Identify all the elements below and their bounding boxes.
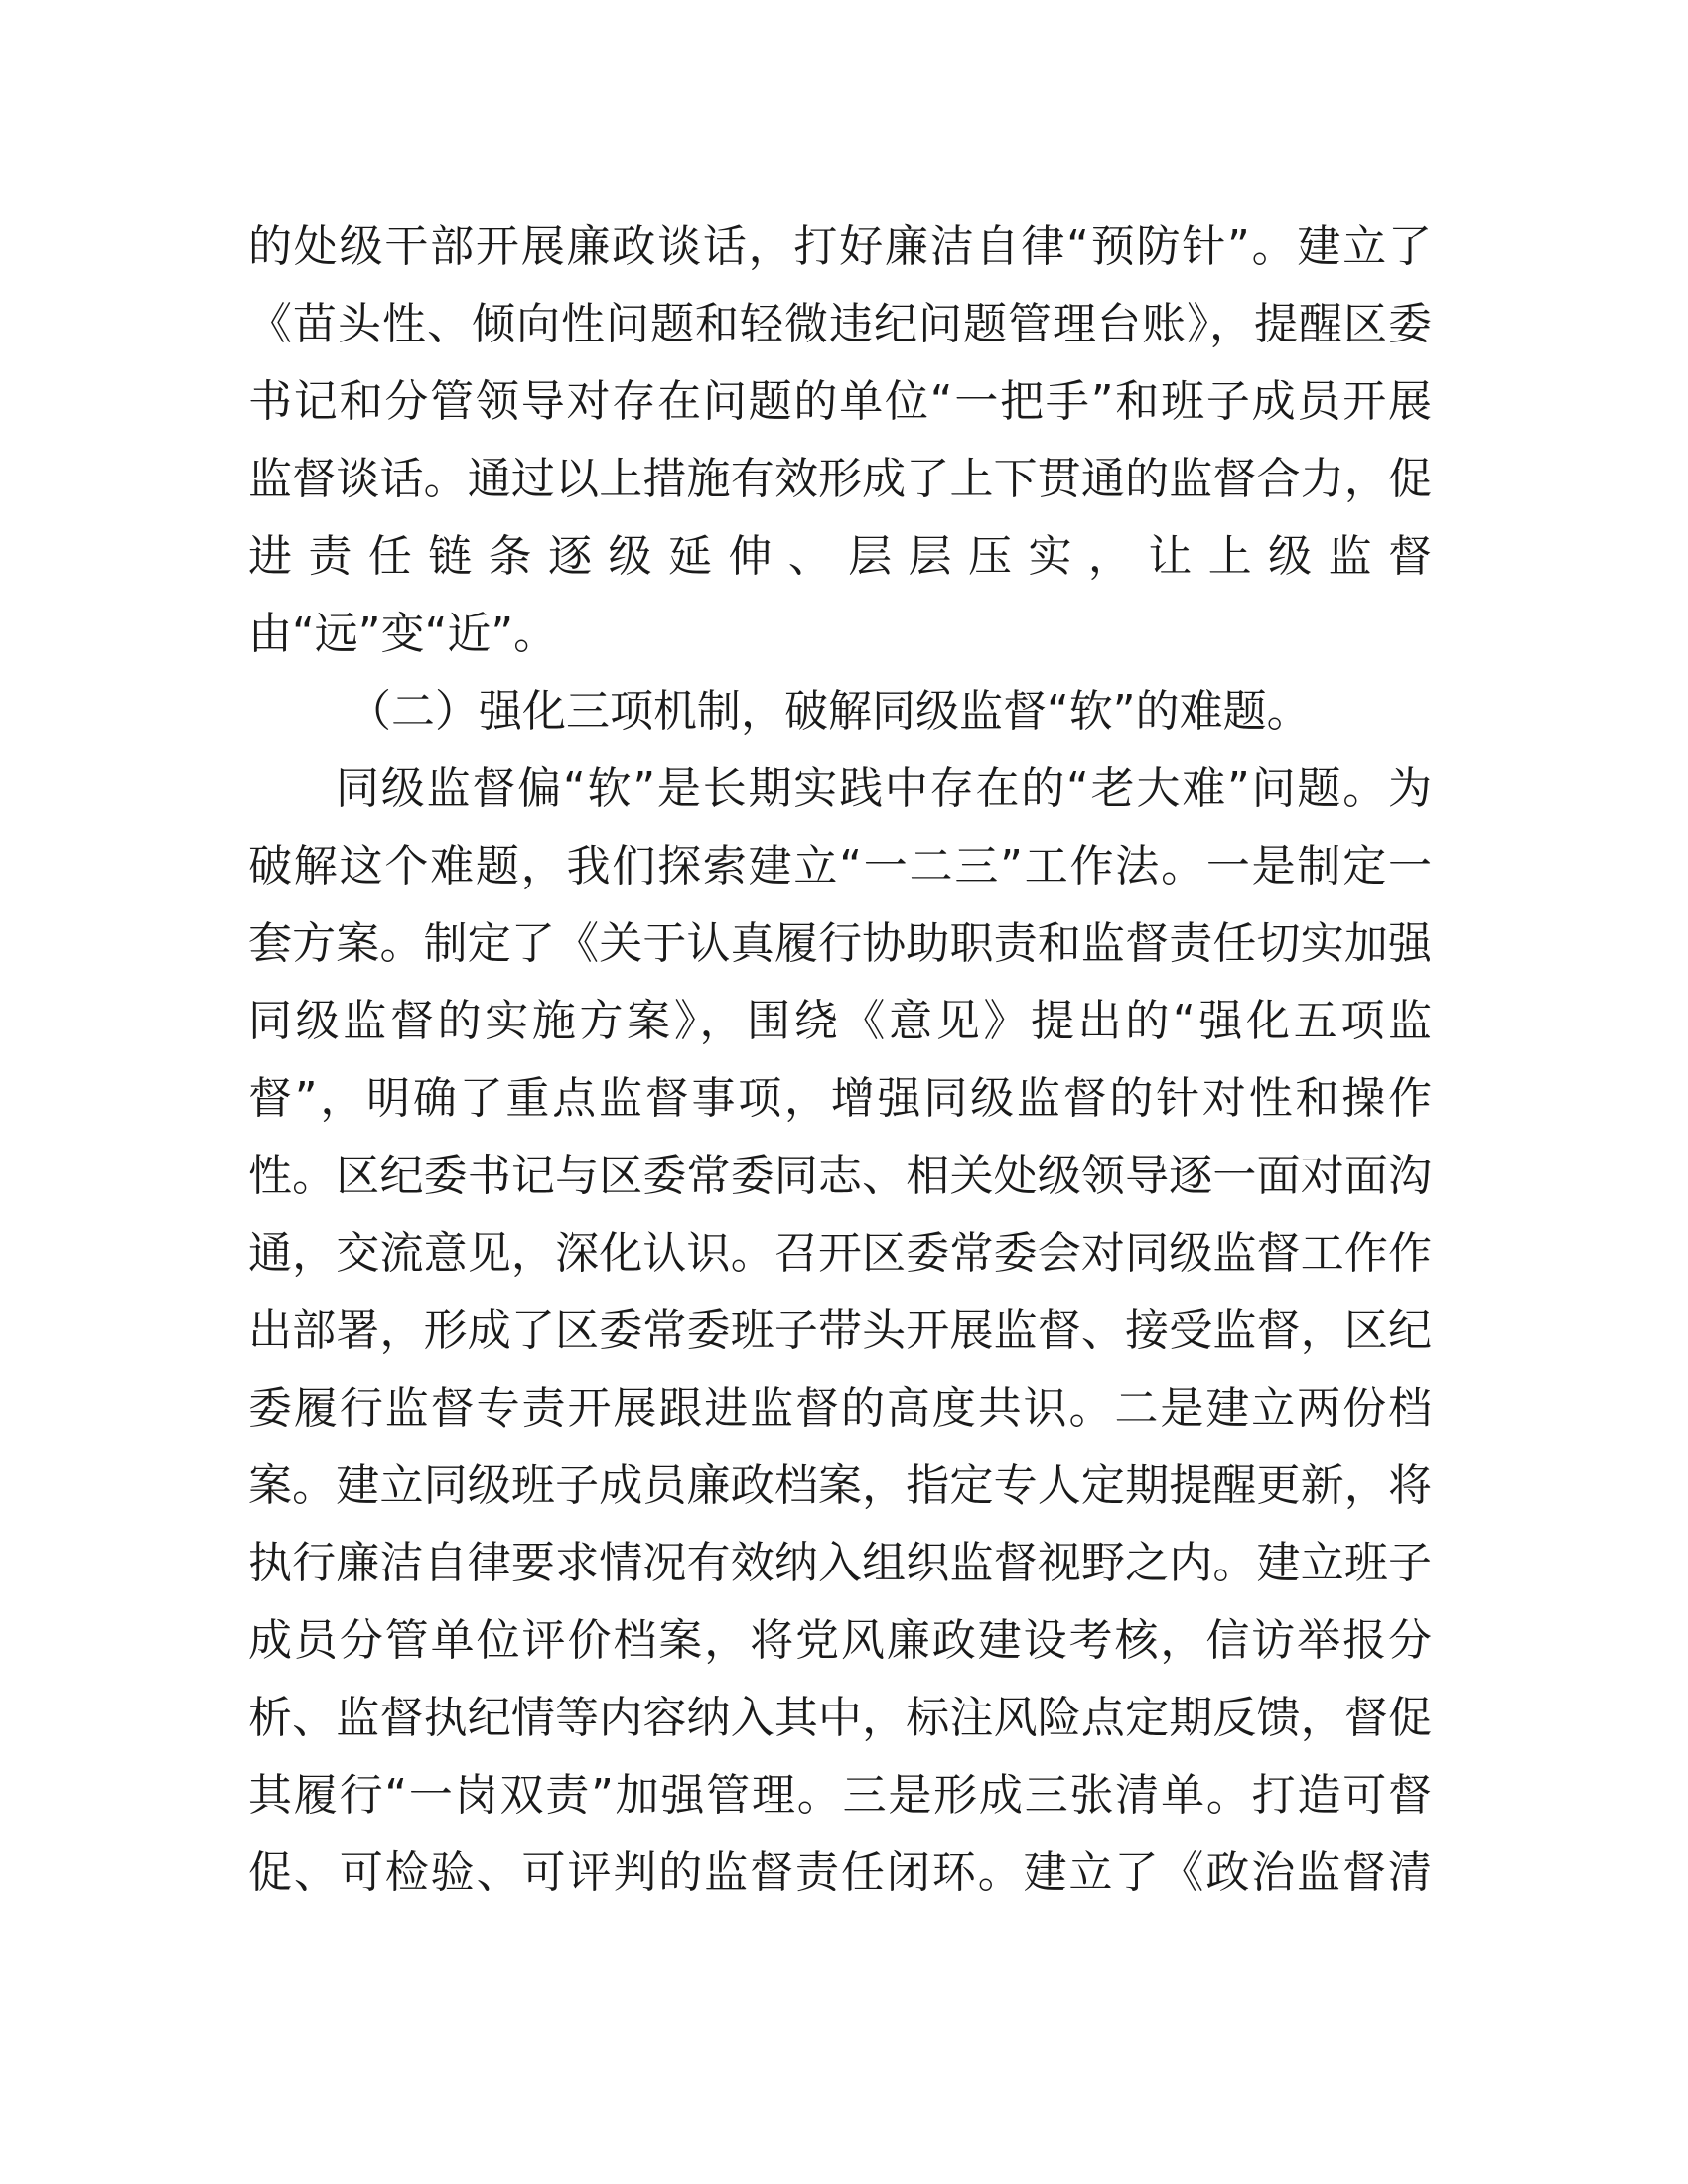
text-line: 成员分管单位评价档案，将党风廉政建设考核，信访举报分 — [248, 1615, 1432, 1666]
text-line: 由“远”变“近”。 — [248, 609, 558, 659]
text-line: 破解这个难题，我们探索建立“一二三”工作法。一是制定一 — [248, 841, 1432, 891]
text-line: 案。建立同级班子成员廉政档案，指定专人定期提醒更新，将 — [248, 1460, 1432, 1511]
text-line: 书记和分管领导对存在问题的单位“一把手”和班子成员开展 — [248, 376, 1432, 427]
text-line: 套方案。制定了《关于认真履行协助职责和监督责任切实加强 — [248, 918, 1432, 969]
text-line: 析、监督执纪情等内容纳入其中，标注风险点定期反馈，督促 — [248, 1693, 1432, 1743]
body-text — [248, 208, 1432, 1912]
text-line: 同级监督的实施方案》，围绕《意见》提出的“强化五项监 — [248, 996, 1432, 1046]
text-line: 执行廉洁自律要求情况有效纳入组织监督视野之内。建立班子 — [248, 1538, 1432, 1588]
text-line: 监督谈话。通过以上措施有效形成了上下贯通的监督合力，促 — [248, 454, 1432, 504]
text-line: 《苗头性、倾向性问题和轻微违纪问题管理台账》，提醒区委 — [248, 299, 1432, 349]
text-line: 性。区纪委书记与区委常委同志、相关处级领导逐一面对面沟 — [248, 1151, 1432, 1201]
text-line: 其履行“一岗双责”加强管理。三是形成三张清单。打造可督 — [248, 1770, 1432, 1821]
text-line: 同级监督偏“软”是长期实践中存在的“老大难”问题。为 — [336, 763, 1432, 814]
text-line: 进责任链条逐级延伸、层层压实，让上级监督 — [248, 531, 1432, 582]
text-line: 的处级干部开展廉政谈话，打好廉洁自律“预防针”。建立了 — [248, 221, 1432, 272]
text-line: 出部署，形成了区委常委班子带头开展监督、接受监督，区纪 — [248, 1305, 1432, 1356]
text-line: 通，交流意见，深化认识。召开区委常委会对同级监督工作作 — [248, 1228, 1432, 1279]
section-heading: （二）强化三项机制，破解同级监督“软”的难题。 — [348, 686, 1311, 737]
text-line: 督”，明确了重点监督事项，增强同级监督的针对性和操作 — [248, 1073, 1432, 1124]
text-line: 委履行监督专责开展跟进监督的高度共识。二是建立两份档 — [248, 1383, 1432, 1433]
text-line: 促、可检验、可评判的监督责任闭环。建立了《政治监督清 — [248, 1847, 1432, 1898]
